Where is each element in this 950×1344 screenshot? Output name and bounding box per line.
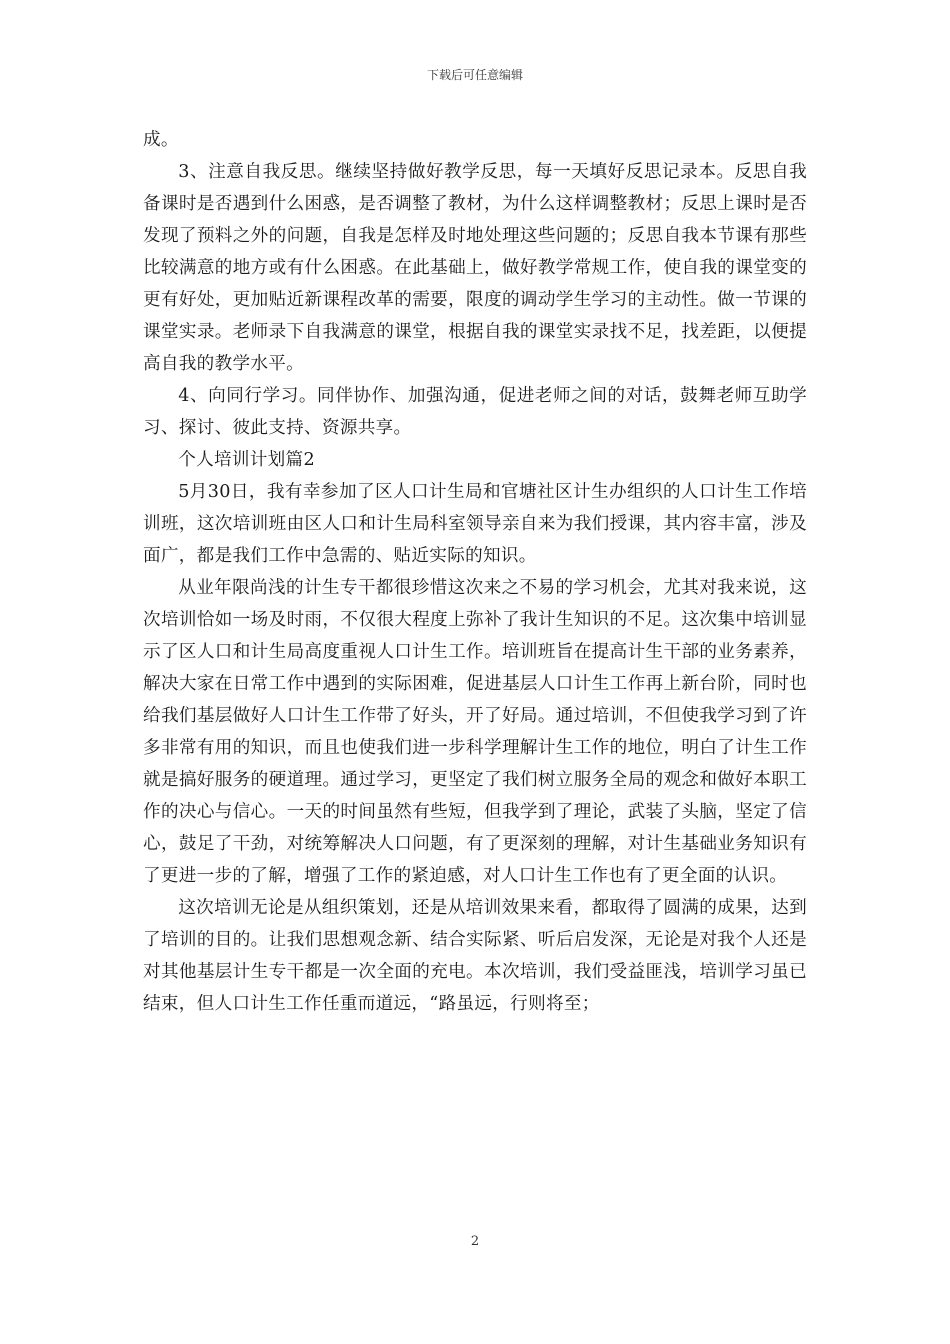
paragraph-training-value: 从业年限尚浅的计生专干都很珍惜这次来之不易的学习机会，尤其对我来说，这次培训恰如一场及时雨，不仅很大程度上弥补了我计生知识的不足。这次集中培训显示了区人口和计生局高度重视人口计生工作。培训班旨在提高计生干部的业务素养，解决大家在日常工作中遇到的实际困难，促进基层人口计生工作再上新台阶，同时也给我们基层做好人口计生工作带了好头，开了好局。通过培训，不但使我学习到了许多非常有用的知识，而且也使我们进一步科学理解计生工作的地位，明白了计生工作就是搞好服务的硬道理。通过学习，更坚定了我们树立服务全局的观念和做好本职工作的决心与信心。一天的时间虽然有些短，但我学到了理论，武装了头脑，坚定了信心，鼓足了干劲，对统筹解决人口问题，有了更深刻的理解，对计生基础业务知识有了更进一步的了解，增强了工作的紧迫感，对人口计生工作也有了更全面的认识。 <box>143 578 807 886</box>
paragraph-peer-learning: 4、向同行学习。同伴协作、加强沟通，促进老师之间的对话，鼓舞老师互助学习、探讨、彼此支持、资源共享。 <box>143 386 807 438</box>
page-header: 下载后可任意编辑 <box>426 68 523 82</box>
section-heading: 个人培训计划篇2 <box>178 450 315 470</box>
paragraph-continuation: 成。 <box>143 130 179 150</box>
paragraph-self-reflection: 3、注意自我反思。继续坚持做好教学反思，每一天填好反思记录本。反思自我备课时是否遇到什么困惑，是否调整了教材，为什么这样调整教材；反思上课时是否发现了预料之外的问题，自我是怎样及时地处理这些问题的；反思自我本节课有那些比较满意的地方或有什么困惑。在此基础上，做好教学常规工作，使自我的课堂变的更有好处，更加贴近新课程改革的需要，限度的调动学生学习的主动性。做一节课的课堂实录。老师录下自我满意的课堂，根据自我的课堂实录找不足，找差距，以便提高自我的教学水平。 <box>143 162 807 374</box>
page-number: 2 <box>470 1234 480 1249</box>
paragraph-training-result: 这次培训无论是从组织策划，还是从培训效果来看，都取得了圆满的成果，达到了培训的目的。让我们思想观念新、结合实际紧、听后启发深，无论是对我个人还是对其他基层计生专干都是一次全面的充电。本次培训，我们受益匪浅，培训学习虽已结束，但人口计生工作任重而道远，“路虽远，行则将至； <box>143 898 807 1014</box>
document-body <box>143 124 807 1020</box>
paragraph-training-intro: 5月30日，我有幸参加了区人口计生局和官塘社区计生办组织的人口计生工作培训班，这次培训班由区人口和计生局科室领导亲自来为我们授课，其内容丰富，涉及面广，都是我们工作中急需的、贴近实际的知识。 <box>143 482 807 566</box>
